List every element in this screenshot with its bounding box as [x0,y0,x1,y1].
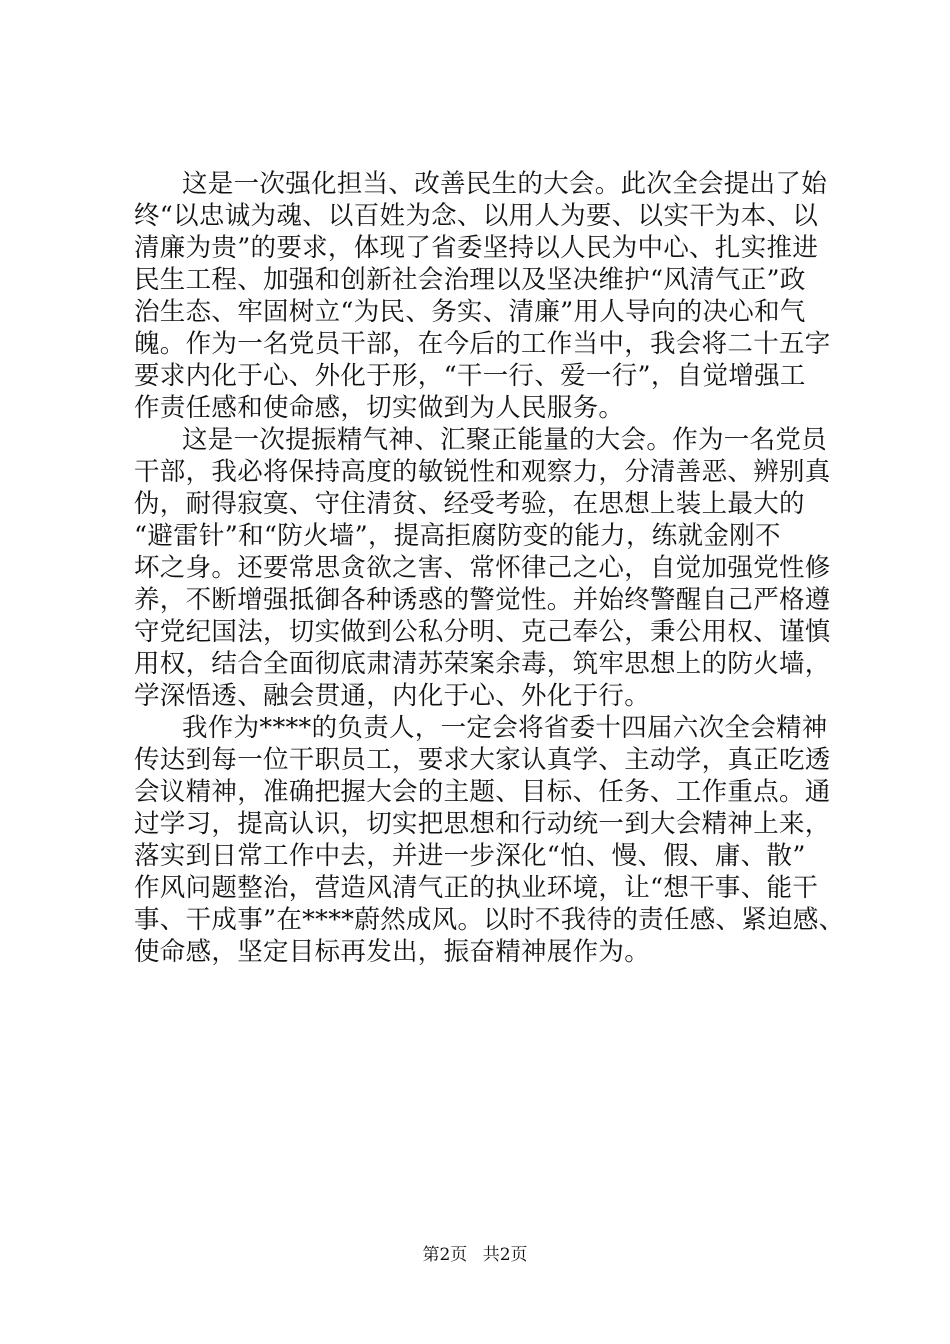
text-line: 干部，我必将保持高度的敏锐性和观察力，分清善恶、辨别真 [134,457,831,487]
text-line: 使命感，坚定目标再发出，振奋精神展作为。 [134,937,651,967]
text-line: 坏之身。还要常思贪欲之害、常怀律己之心，自觉加强党性修 [134,553,831,583]
paragraph-2 [134,424,834,712]
page-footer [0,1244,950,1266]
document-body [134,168,845,968]
paragraph-3 [134,712,845,968]
text-line: 伪，耐得寂寞、守住清贫、经受考验，在思想上装上最大的 [134,489,805,519]
text-line: 学深悟透、融会贯通，内化于心、外化于行。 [134,681,651,711]
page-number: 第2页 [422,1245,468,1265]
text-line: 这是一次强化担当、改善民生的大会。此次全会提出了始 [182,169,828,199]
text-line: 魄。作为一名党员干部，在今后的工作当中，我会将二十五字 [134,329,831,359]
text-line: 养，不断增强抵御各种诱惑的警觉性。并始终警醒自己严格遵 [134,585,831,615]
text-line: 传达到每一位干职员工，要求大家认真学、主动学，真正吃透 [134,745,831,775]
text-line: 这是一次提振精气神、汇聚正能量的大会。作为一名党员 [182,425,828,455]
text-line: 过学习，提高认识，切实把思想和行动统一到大会精神上来， [134,809,831,839]
text-line: 作风问题整治，营造风清气正的执业环境，让“想干事、能干 [134,873,819,903]
text-line: 作责任感和使命感，切实做到为人民服务。 [134,393,625,423]
text-line: 终“以忠诚为魂、以百姓为念、以用人为要、以实干为本、以 [134,201,819,231]
text-line: 会议精神，准确把握大会的主题、目标、任务、工作重点。通 [134,777,831,807]
text-line: 我作为****的负责人，一定会将省委十四届六次全会精神 [182,713,828,743]
text-line: 落实到日常工作中去，并进一步深化“怕、慢、假、庸、散” [134,841,806,871]
text-line: “避雷针”和“防火墙”，提高拒腐防变的能力，练就金刚不 [134,521,781,551]
text-line: 治生态、牢固树立“为民、务实、清廉”用人导向的决心和气 [134,297,806,327]
text-line: 守党纪国法，切实做到公私分明、克己奉公，秉公用权、谨慎 [134,617,831,647]
text-line: 事、干成事”在****蔚然成风。以时不我待的责任感、紧迫感、 [134,905,845,935]
text-line: 民生工程、加强和创新社会治理以及坚决维护“风清气正”政 [134,265,806,295]
text-line: 清廉为贵”的要求，体现了省委坚持以人民为中心、扎实推进 [134,233,819,263]
text-line: 用权，结合全面彻底肃清苏荣案余毒，筑牢思想上的防火墙， [134,649,831,679]
text-line: 要求内化于心、外化于形，“干一行、爱一行”，自觉增强工 [134,361,806,391]
page-total: 共2页 [482,1245,528,1265]
paragraph-1 [134,168,834,424]
